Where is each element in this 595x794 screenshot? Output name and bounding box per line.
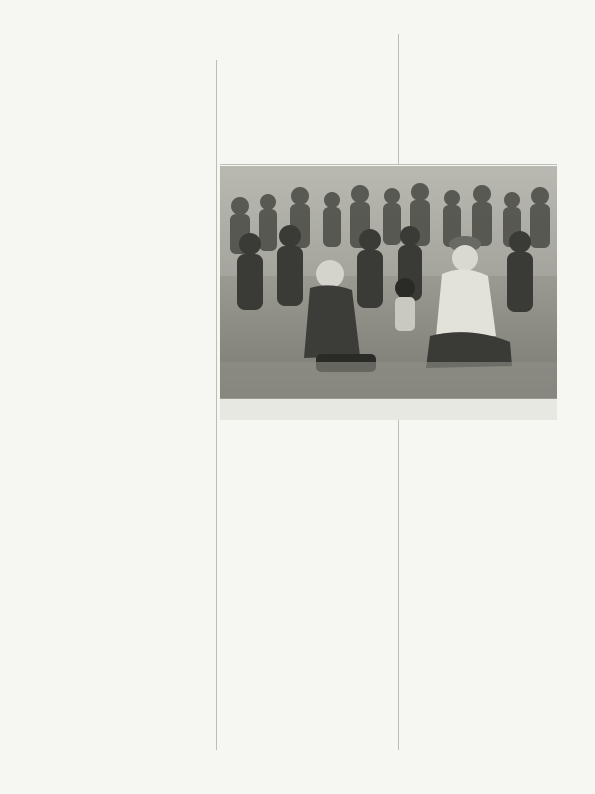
middle-column-paragraph-1 <box>222 428 392 593</box>
middle-column-top-text <box>222 40 392 160</box>
middle-column-quote <box>222 708 392 748</box>
middle-column-paragraph-2 <box>222 598 392 708</box>
left-column-paragraph-2 <box>40 300 210 505</box>
photo-caption-bar <box>220 398 557 420</box>
column-divider-right <box>398 420 399 750</box>
left-column-paragraph-3 <box>40 510 210 755</box>
right-column-paragraph-2 <box>404 610 556 700</box>
left-column-paragraph-1 <box>40 40 210 290</box>
column-divider-top-right <box>398 34 399 164</box>
column-divider-left <box>216 60 217 750</box>
crowd-photo <box>220 166 557 398</box>
photo-image-icon <box>220 166 557 398</box>
photo-top-rule <box>220 164 557 165</box>
right-column-paragraph-1 <box>404 428 556 608</box>
right-column-top-quote <box>404 40 556 160</box>
right-column-paragraph-3 <box>404 700 556 750</box>
